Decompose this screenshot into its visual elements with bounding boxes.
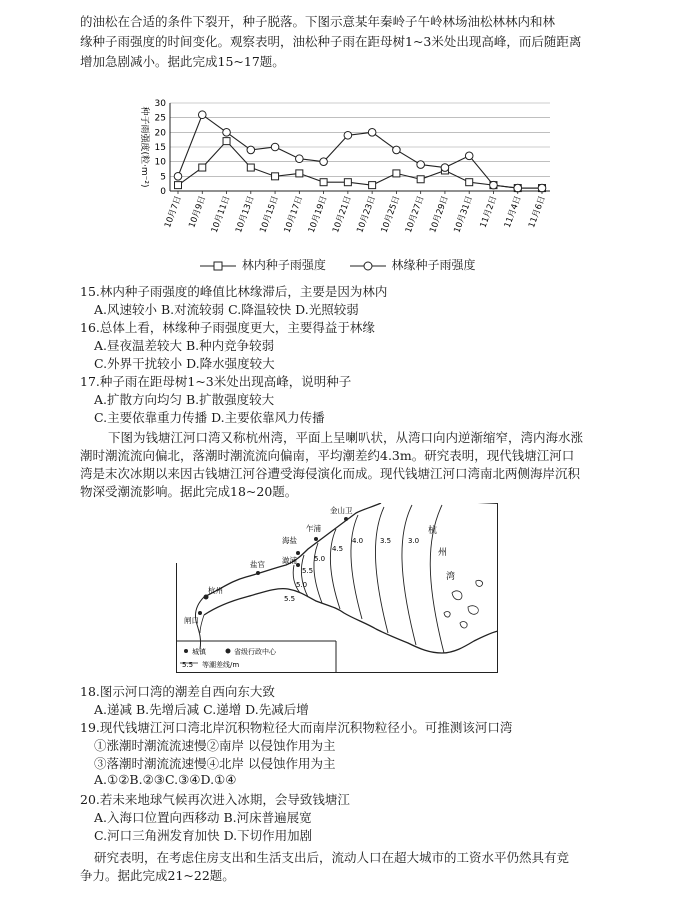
- series-2-point: [198, 111, 206, 119]
- place-zhapu: 乍浦: [306, 524, 321, 533]
- series-1-point: [223, 138, 230, 145]
- series-1-point: [369, 182, 376, 189]
- series-2-point: [320, 158, 328, 166]
- series-2-point: [417, 161, 425, 169]
- x-tick-label: 10月9日: [187, 194, 209, 230]
- series-2-point: [490, 181, 498, 189]
- series-2-point: [465, 152, 473, 160]
- capital-dot: [204, 595, 209, 600]
- legend-circle-marker-icon: [348, 260, 388, 272]
- series-1-point: [344, 179, 351, 186]
- q19-options-1: ①涨潮时潮流流速慢②南岸 以侵蚀作用为主: [94, 738, 336, 753]
- x-tick-label: 10月27日: [403, 194, 427, 235]
- y-tick-label: 0: [160, 187, 166, 197]
- q16-stem: 16.总体上看，林缘种子雨强度更大，主要得益于林缘: [80, 320, 375, 335]
- q19-stem: 19.现代钱塘江河口湾北岸沉积物粒径大而南岸沉积物粒径小。可推测该河口湾: [80, 720, 513, 735]
- q17-stem: 17.种子雨在距母树1~3米处出现高峰，说明种子: [80, 374, 352, 389]
- place-hangzhou: 杭州: [208, 586, 223, 595]
- legend-town-label: 城镇: [192, 648, 206, 656]
- town-dot: [296, 551, 300, 555]
- place-yanguan: 盐官: [250, 560, 265, 569]
- y-tick-label: 25: [154, 113, 166, 124]
- series-2-point: [368, 129, 376, 137]
- contour-label: 4.5: [332, 545, 344, 553]
- x-tick-label: 10月21日: [331, 194, 354, 235]
- series-1-point: [247, 164, 254, 171]
- seed-rain-chart: [130, 95, 560, 275]
- x-tick-label: 10月23日: [355, 194, 378, 235]
- q17-options-2: C.主要依靠重力传播 D.主要依靠风力传播: [94, 410, 325, 425]
- hangzhou-bay-map-svg: [176, 503, 498, 673]
- series-2-point: [174, 173, 182, 181]
- q18-stem: 18.图示河口湾的潮差自西向东大致: [80, 684, 275, 699]
- contour-label: 3.5: [380, 537, 392, 545]
- series-2-point: [344, 131, 352, 139]
- y-axis-label: 种子雨强度(粒·m⁻²): [139, 106, 149, 188]
- intro2-line-3: 湾是末次冰期以来因古钱塘江河谷遭受海侵演化而成。现代钱塘江河口湾南北两侧海岸沉积: [80, 466, 581, 481]
- y-tick-label: 20: [154, 128, 166, 139]
- series-2-point: [271, 143, 279, 151]
- intro-line-1: 的油松在合适的条件下裂开，种子脱落。下图示意某年秦岭子午岭林场油松林林内和林: [80, 14, 556, 29]
- q20-options-1: A.入海口位置向西移动 B.河床普遍展宽: [94, 810, 312, 825]
- series-1-point: [466, 179, 473, 186]
- town-dot: [256, 571, 260, 575]
- sea-label-char: 湾: [446, 572, 456, 582]
- seed-rain-chart-svg: [130, 95, 560, 275]
- contour-label: 5.0: [296, 581, 308, 589]
- legend-capital-label: 省级行政中心: [234, 648, 276, 656]
- legend-isoline-label: 等潮差线/m: [202, 661, 240, 669]
- contour-label: 5.5: [302, 567, 314, 575]
- y-tick-label: 30: [154, 99, 166, 109]
- x-tick-label: 10月29日: [428, 194, 451, 235]
- series-1-point: [199, 164, 206, 171]
- series-2-point: [538, 184, 546, 192]
- q20-stem: 20.若未来地球气候再次进入冰期，会导致钱塘江: [80, 792, 350, 807]
- x-tick-label: 10月11日: [209, 194, 233, 235]
- series-2-point: [393, 146, 401, 154]
- x-tick-label: 11月4日: [502, 194, 524, 230]
- place-jinshanwei: 金山卫: [330, 506, 353, 515]
- series-1-point: [272, 173, 279, 180]
- q18-options: A.递减 B.先增后减 C.递增 D.先减后增: [94, 702, 309, 717]
- contour-label: 5.0: [314, 555, 326, 563]
- series-1-point: [393, 170, 400, 177]
- place-ganpu: 澉浦: [282, 556, 297, 565]
- q20-options-2: C.河口三角洲发育加快 D.下切作用加剧: [94, 828, 313, 843]
- y-tick-label: 10: [154, 157, 166, 168]
- series-2-point: [514, 184, 522, 192]
- intro2-line-4: 物深受潮流影响。据此完成18~20题。: [80, 484, 298, 499]
- x-tick-label: 11月2日: [478, 194, 500, 230]
- series-1-point: [417, 176, 424, 183]
- x-tick-label: 10月31日: [452, 194, 476, 235]
- x-tick-label: 10月13日: [234, 194, 257, 235]
- outro-line-1: 研究表明，在考虑住房支出和生活支出后，流动人口在超大城市的工资水平仍然具有竞: [94, 850, 570, 865]
- series-1-point: [296, 170, 303, 177]
- q17-options-1: A.扩散方向均匀 B.扩散强度较大: [94, 392, 275, 407]
- legend-square-marker-icon: [198, 260, 238, 272]
- series-1-point: [175, 182, 182, 189]
- x-tick-label: 10月19日: [306, 194, 330, 235]
- q19-options-2: ③落潮时潮流流速慢④北岸 以侵蚀作用为主: [94, 756, 336, 771]
- legend-capital-icon: [226, 649, 231, 654]
- q16-options-1: A.昼夜温差较大 B.种内竞争较弱: [94, 338, 275, 353]
- q19-options-3: A.①②B.②③C.③④D.①④: [94, 772, 237, 787]
- sea-label-char: 杭: [428, 526, 438, 536]
- intro-line-2: 缘种子雨强度的时间变化。观察表明，油松种子雨在距母树1~3米处出现高峰，而后随距离: [80, 34, 582, 49]
- hangzhou-bay-map: [176, 503, 498, 687]
- legend-series-2: 林缘种子雨强度: [391, 258, 476, 272]
- sea-label-char: 州: [438, 548, 448, 558]
- q15-options: A.风速较小 B.对流较弱 C.降温较快 D.光照较弱: [94, 302, 359, 317]
- x-tick-label: 10月17日: [282, 194, 306, 235]
- place-haiyan: 海盐: [282, 536, 297, 545]
- x-tick-label: 10月7日: [163, 194, 184, 230]
- town-dot: [314, 537, 318, 541]
- contour-label: 4.0: [352, 537, 364, 545]
- series-2-point: [441, 164, 449, 172]
- series-2-point: [223, 129, 231, 137]
- y-tick-label: 15: [154, 143, 166, 153]
- town-dot: [198, 611, 202, 615]
- series-line-1: [178, 141, 542, 188]
- x-tick-label: 10月25日: [379, 194, 403, 235]
- outro-line-2: 争力。据此完成21~22题。: [80, 868, 235, 883]
- q15-stem: 15.林内种子雨强度的峰值比林缘滞后，主要是因为林内: [80, 284, 388, 299]
- x-tick-label: 10月15日: [258, 194, 281, 235]
- legend-isoline-sample: 5.5: [182, 661, 194, 669]
- legend-town-icon: [184, 649, 188, 653]
- x-tick-label: 11月6日: [527, 194, 548, 230]
- chart-legend: [198, 256, 476, 273]
- place-zhakou: 闸口: [184, 616, 199, 625]
- legend-series-1: 林内种子雨强度: [241, 258, 326, 272]
- series-2-point: [247, 146, 255, 154]
- contour-label: 5.5: [284, 595, 296, 603]
- series-line-2: [178, 115, 542, 188]
- intro2-line-2: 潮时潮流流向偏北，落潮时潮流流向偏南，平均潮差约4.3m。研究表明，现代钱塘江河口: [80, 448, 575, 463]
- series-1-point: [320, 179, 327, 186]
- y-tick-label: 5: [160, 172, 166, 183]
- town-dot: [344, 517, 348, 521]
- series-2-point: [296, 155, 304, 163]
- contour-label: 3.0: [408, 537, 420, 545]
- intro-line-3: 增加急剧减小。据此完成15~17题。: [80, 54, 285, 69]
- q16-options-2: C.外界干扰较小 D.降水强度较大: [94, 356, 275, 371]
- intro2-line-1: 下图为钱塘江河口湾又称杭州湾，平面上呈喇叭状，从湾口向内逆渐缩窄，湾内海水涨: [108, 430, 584, 445]
